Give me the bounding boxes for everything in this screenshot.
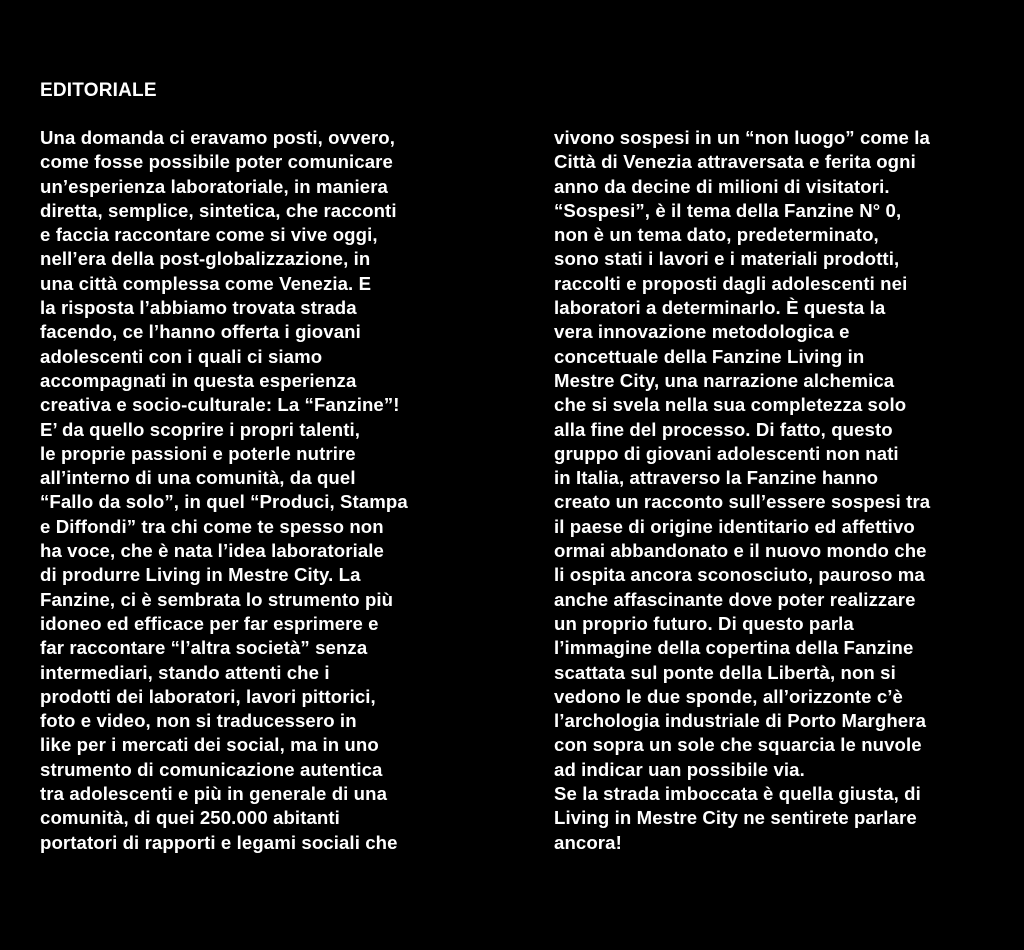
text-line: strumento di comunicazione autentica	[40, 758, 383, 780]
text-line: Città di Venezia attraversata e ferita ogni	[554, 151, 916, 173]
text-line: portatori di rapporti e legami sociali che	[40, 831, 398, 853]
text-line: idoneo ed efficace per far esprimere e	[40, 612, 379, 634]
text-line: “Sospesi”, è il tema della Fanzine N° 0,	[554, 199, 902, 221]
text-line: Fanzine, ci è sembrata lo strumento più	[40, 588, 394, 610]
text-line: far raccontare “l’altra società” senza	[40, 637, 368, 659]
text-line: di produrre Living in Mestre City. La	[40, 564, 361, 586]
text-line: E’ da quello scoprire i propri talenti,	[40, 418, 361, 440]
text-line: ad indicar uan possibile via.	[554, 758, 805, 780]
text-line: Una domanda ci eravamo posti, ovvero,	[40, 127, 396, 148]
text-line: tra adolescenti e più in generale di una	[40, 783, 388, 805]
text-line: anno da decine di milioni di visitatori.	[554, 175, 890, 197]
text-line: ormai abbandonato e il nuovo mondo che	[554, 540, 927, 562]
text-line: scattata sul ponte della Libertà, non si	[554, 661, 896, 683]
text-line: concettuale della Fanzine Living in	[554, 345, 865, 367]
text-line: gruppo di giovani adolescenti non nati	[554, 442, 899, 464]
text-line: creato un racconto sull’essere sospesi tra	[554, 491, 931, 513]
text-line: ancora!	[554, 831, 622, 853]
text-line: la risposta l’abbiamo trovata strada	[40, 297, 357, 319]
text-line: l’immagine della copertina della Fanzine	[554, 637, 914, 659]
text-line: che si svela nella sua completezza solo	[554, 394, 907, 416]
left-text-column	[40, 126, 408, 855]
text-line: ha voce, che è nata l’idea laboratoriale	[40, 540, 384, 562]
text-line: diretta, semplice, sintetica, che racconti	[40, 199, 397, 221]
text-line: adolescenti con i quali ci siamo	[40, 345, 323, 367]
text-line: vera innovazione metodologica e	[554, 321, 850, 343]
text-line: un proprio futuro. Di questo parla	[554, 612, 854, 634]
text-line: Se la strada imboccata è quella giusta, di	[554, 783, 921, 805]
text-line: non è un tema dato, predeterminato,	[554, 224, 879, 246]
editorial-title: EDITORIALE	[40, 80, 157, 101]
text-line: con sopra un sole che squarcia le nuvole	[554, 734, 922, 756]
text-line: comunità, di quei 250.000 abitanti	[40, 807, 340, 829]
text-line: un’esperienza laboratoriale, in maniera	[40, 175, 389, 197]
text-line: foto e video, non si traducessero in	[40, 710, 357, 732]
text-line: il paese di origine identitario ed affettivo	[554, 515, 915, 537]
text-line: come fosse possibile poter comunicare	[40, 151, 393, 173]
text-line: vivono sospesi in un “non luogo” come la	[554, 127, 930, 148]
text-line: e faccia raccontare come si vive oggi,	[40, 224, 378, 246]
text-line: intermediari, stando attenti che i	[40, 661, 330, 683]
text-line: laboratori a determinarlo. È questa la	[554, 297, 886, 319]
text-line: sono stati i lavori e i materiali prodotti,	[554, 248, 900, 270]
text-line: alla fine del processo. Di fatto, questo	[554, 418, 893, 440]
text-line: Living in Mestre City ne sentirete parlare	[554, 807, 917, 829]
text-line: creativa e socio-culturale: La “Fanzine”!	[40, 394, 400, 416]
text-line: facendo, ce l’hanno offerta i giovani	[40, 321, 361, 343]
text-line: li ospita ancora sconosciuto, pauroso ma	[554, 564, 925, 586]
text-line: una città complessa come Venezia. E	[40, 272, 372, 294]
text-line: le proprie passioni e poterle nutrire	[40, 442, 356, 464]
text-line: all’interno di una comunità, da quel	[40, 467, 356, 489]
text-line: raccolti e proposti dagli adolescenti nei	[554, 272, 908, 294]
right-text-column	[554, 126, 930, 855]
text-line: prodotti dei laboratori, lavori pittorici,	[40, 685, 376, 707]
text-line: nell’era della post-globalizzazione, in	[40, 248, 371, 270]
text-line: l’archologia industriale di Porto Marghera	[554, 710, 927, 732]
text-line: anche affascinante dove poter realizzare	[554, 588, 916, 610]
text-line: accompagnati in questa esperienza	[40, 369, 357, 391]
text-line: vedono le due sponde, all’orizzonte c’è	[554, 685, 903, 707]
text-line: e Diffondi” tra chi come te spesso non	[40, 515, 384, 537]
text-line: in Italia, attraverso la Fanzine hanno	[554, 467, 879, 489]
text-line: Mestre City, una narrazione alchemica	[554, 369, 895, 391]
text-line: “Fallo da solo”, in quel “Produci, Stampa	[40, 491, 408, 513]
text-line: like per i mercati dei social, ma in uno	[40, 734, 379, 756]
